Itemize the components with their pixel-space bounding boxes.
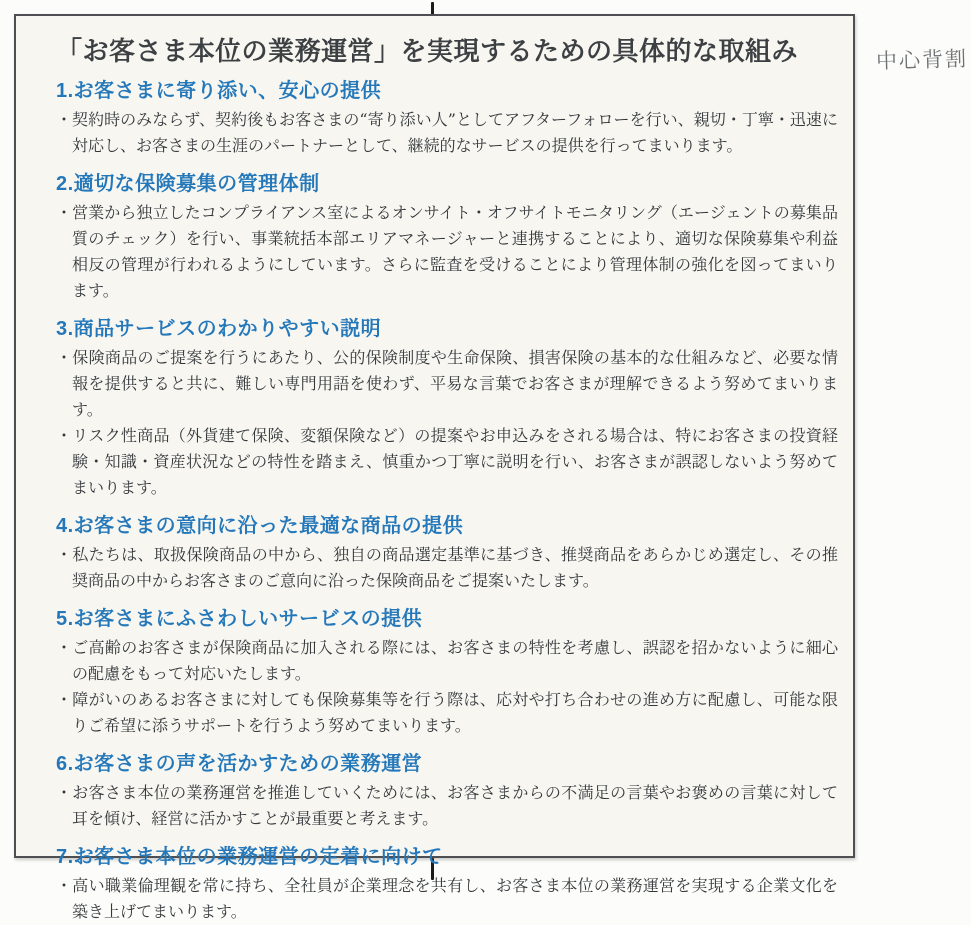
section-heading: 1.お客さまに寄り添い、安心の提供 [56,80,382,102]
section [56,317,838,501]
section-heading: 7.お客さま本位の業務運営の定着に向けて [56,846,443,868]
document-card [14,14,855,921]
section [56,845,838,925]
bullet-item: ・保険商品のご提案を行うにあたり、公的保険制度や生命保険、損害保険の基本的な仕組みなど、必要な情報を提供すると共に、難しい専門用語を使わず、平易な言葉でお客さまが理解できるよう努めてまいります。 [56,348,838,419]
bullet-item: ・障がいのあるお客さまに対しても保険募集等を行う際は、応対や打ち合わせの進め方に配慮し、可能な限りご希望に添うサポートを行うよう努めてまいります。 [56,690,838,735]
bullet-item: ・契約時のみならず、契約後もお客さまの“寄り添い人”としてアフターフォローを行い、親切・丁寧・迅速に対応し、お客さまの生涯のパートナーとして、継続的なサービスの提供を行ってまいります。 [56,110,838,155]
bullet-item: ・お客さま本位の業務運営を推進していくためには、お客さまからの不満足の言葉やお褒めの言葉に対して耳を傾け、経営に活かすことが最重要と考えます。 [56,783,838,828]
handwritten-note: 中心背割 [875,47,969,74]
bullet-item: ・高い職業倫理観を常に持ち、全社員が企業理念を共有し、お客さま本位の業務運営を実現する企業文化を築き上げてまいります。 [56,876,838,921]
section [56,172,838,304]
bullet-item: ・営業から独立したコンプライアンス室によるオンサイト・オフサイトモニタリング（エージェントの募集品質のチェック）を行い、事業統括本部エリアマネージャーと連携することにより、適切な保険募集や利益相反の管理が行われるようにしています。さらに監査を受けることにより管理体制の強化を図ってまいります。 [56,203,838,300]
page-title: 「お客さま本位の業務運営」を実現するための具体的な取組み [56,36,799,66]
section-heading: 2.適切な保険募集の管理体制 [56,173,320,195]
section [56,607,838,739]
sections-container [56,79,838,925]
section [56,752,838,832]
section-heading: 4.お客さまの意向に沿った最適な商品の提供 [56,515,464,537]
bullet-item: ・リスク性商品（外貨建て保険、変額保険など）の提案やお申込みをされる場合は、特にお客さまの投資経験・知識・資産状況などの特性を踏まえ、慎重かつ丁寧に説明を行い、お客さまが誤認しないよう努めてまいります。 [56,426,838,497]
section [56,514,838,594]
section-heading: 3.商品サービスのわかりやすい説明 [56,318,382,340]
bullet-item: ・ご高齢のお客さまが保険商品に加入される際には、お客さまの特性を考慮し、誤認を招かないように細心の配慮をもって対応いたします。 [56,638,838,683]
bullet-item: ・私たちは、取扱保険商品の中から、独自の商品選定基準に基づき、推奨商品をあらかじめ選定し、その推奨商品の中からお客さまのご意向に沿った保険商品をご提案いたします。 [56,545,838,590]
section-heading: 5.お客さまにふさわしいサービスの提供 [56,608,423,630]
section-heading: 6.お客さまの声を活かすための業務運営 [56,753,423,775]
section [56,79,838,159]
